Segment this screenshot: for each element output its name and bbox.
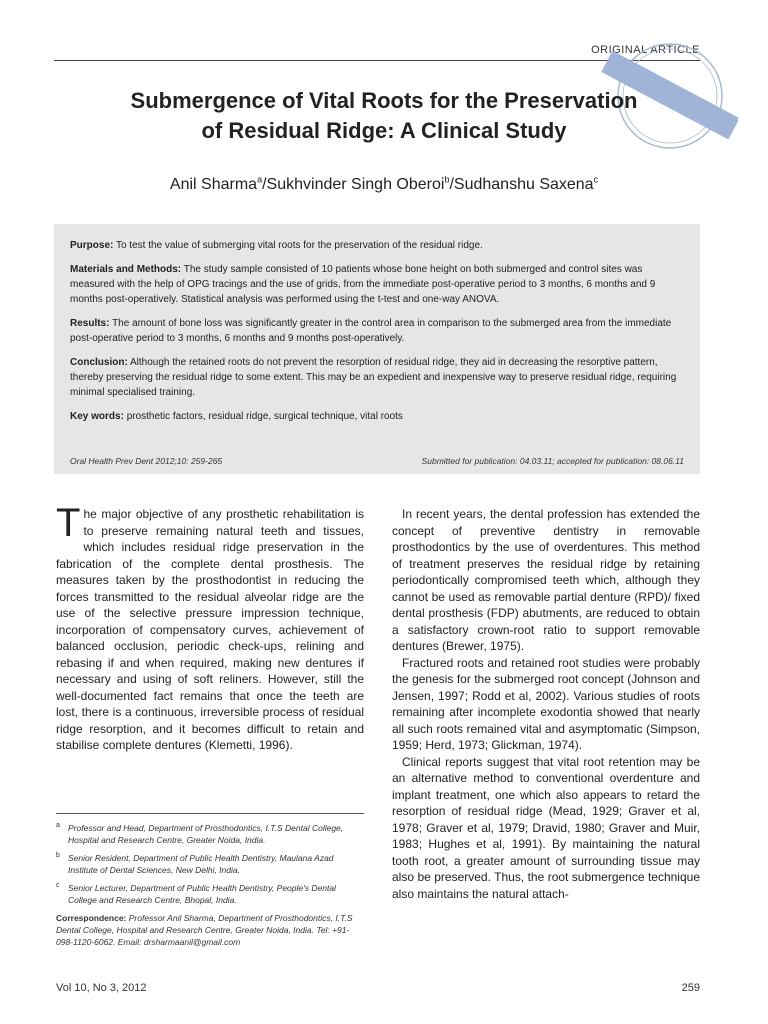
abstract-box: [54, 224, 700, 474]
abstract-label: Conclusion:: [70, 357, 128, 368]
author-affiliation-mark: b: [444, 174, 450, 185]
abstract-label: Materials and Methods:: [70, 264, 182, 275]
body-paragraph: [56, 501, 364, 754]
author-affiliation-mark: a: [257, 174, 263, 185]
body-paragraph: Fractured roots and retained root studies were probably the genesis for the submerged root concept (Johnson and Jensen, 1997; Rodd et al, 2002). Various studies of roots remaining after incomplete exodontia showed that nearly all such roots remained vital and asymptomatic (Simpson, 1959; Herd, 1973; Glickman, 1974).: [392, 655, 700, 752]
body-column-left: [56, 501, 364, 754]
abstract-label: Key words:: [70, 411, 124, 422]
abstract-text: To test the value of submerging vital roots for the preservation of the residual ridge.: [115, 240, 483, 251]
footnote-text: Senior Resident, Department of Public Health Dentistry, Maulana Azad Institute of Dental Sciences, New Delhi, India.: [68, 853, 334, 875]
footnote-mark: b: [56, 852, 60, 859]
abstract-conclusion: [70, 355, 684, 400]
footer-volume: Vol 10, No 3, 2012: [56, 982, 147, 994]
drop-cap: T: [56, 501, 81, 545]
footnote: [56, 852, 364, 876]
abstract-label: Purpose:: [70, 240, 114, 251]
correspondence-text: Professor Anil Sharma, Department of Prosthodontics, I.T.S Dental College, Hospital and Research Centre, Greater Noida, India. Tel: +91-098-1120-6062. Email: drsharmaanil@gmail.com: [56, 913, 353, 947]
title-line-1: Submergence of Vital Roots for the Preservation: [130, 88, 638, 113]
author-name: Anil Sharma: [169, 176, 258, 193]
abstract-results: [70, 316, 684, 346]
footnote-text: Senior Lecturer, Department of Public Health Dentistry, People's Dental College and Research Centre, Bhopal, India.: [68, 883, 336, 905]
body-paragraph: In recent years, the dental profession has extended the concept of preventive dentistry in removable prosthodontics by the use of overdentures. This method of treatment preserves the residual ridge by retaining periodontically compromised teeth which, although they cannot be used as removable partial denture (RPD)/ fixed dental prosthesis (FDP) abutments, are reduced to obtain a satisfactory crown-root ratio to support removable dentures (Brewer, 1975).: [392, 507, 700, 653]
footnote-mark: c: [56, 882, 60, 889]
abstract-keywords: [70, 409, 684, 424]
footnote-text: Professor and Head, Department of Prosthodontics, I.T.S Dental College, Hospital and Research Centre, Greater Noida, India.: [68, 823, 344, 845]
footnote: [56, 882, 364, 906]
author-affiliation-mark: c: [593, 174, 599, 185]
abstract-methods: [70, 262, 684, 307]
abstract-text: Although the retained roots do not prevent the resorption of residual ridge, they aid in decreasing the resorptive pattern, thereby preserving the residual ridge to some extent. This may be an expedient and inexpensive way to preserve residual ridge, requiring minimal specialised training.: [70, 357, 677, 398]
author-name: Sukhvinder Singh Oberoi: [266, 176, 445, 193]
journal-citation: Oral Health Prev Dent 2012;10: 259-265: [70, 456, 223, 466]
body-column-right: [392, 506, 700, 902]
author-separator: /: [262, 176, 267, 193]
author-separator: /: [449, 176, 454, 193]
author-name: Sudhanshu Saxena: [453, 176, 594, 193]
section-label: ORIGINAL ARTICLE: [591, 44, 700, 56]
correspondence: [56, 912, 364, 948]
abstract-text: prosthetic factors, residual ridge, surgical technique, vital roots: [126, 411, 403, 422]
footnote: [56, 822, 364, 846]
abstract-label: Results:: [70, 318, 110, 329]
title-line-2: of Residual Ridge: A Clinical Study: [201, 118, 567, 143]
submission-dates: Submitted for publication: 04.03.11; accepted for publication: 08.06.11: [421, 456, 684, 466]
correspondence-label: Correspondence:: [56, 913, 127, 923]
body-paragraph: Clinical reports suggest that vital root retention may be an alternative method to conventional overdenture and implant treatment, one which also appears to retard the resorption of residual ridge (Mead, 1929; Graver et al, 1978; Graver et al, 1979; Dravid, 1980; Graver and Muir, 1983; Hughes et al, 1991). By maintaining the natural tooth root, a greater amount of surrounding tissue may also be preserved. Thus, the root submergence technique also maintains the natural attach-: [392, 754, 700, 901]
footnote-rule: [56, 813, 364, 814]
footer-page-number: 259: [681, 982, 700, 994]
abstract-purpose: [70, 238, 684, 253]
footnotes: [56, 822, 364, 948]
abstract-text: The study sample consisted of 10 patients whose bone height on both submerged and control sites was measured with the help of OPG tracings and the use of grids, from the immediate post-operative period to 3 months, 6 months and 9 months post-operatively. Statistical analysis was performed using the t-test and one-way ANOVA.: [70, 264, 656, 305]
footnote-mark: a: [56, 822, 60, 829]
paragraph-text: he major objective of any prosthetic rehabilitation is to preserve remaining natural teeth and tissues, which includes residual ridge preservation in the fabrication of the complete dental prosthesis. The measures taken by the prosthodontist in reducing the forces transmitted to the residual alveolar ridge are the use of the selective pressure impression technique, incorporation of compensatory curves, achievement of balanced occlusion, periodic check-ups, relining and rebasing if and when required, making new dentures if necessary and using of soft reliners. However, still the well-documented fact remains that once the teeth are lost, there is a continuous, irreversible process of residual ridge resorption, and it becomes difficult to retain and stabilise complete dentures (Klemetti, 1996).: [56, 507, 364, 752]
article-title: [54, 86, 714, 146]
author-list: [54, 176, 714, 194]
abstract-meta: [70, 454, 684, 469]
abstract-text: The amount of bone loss was significantly greater in the control area in comparison to the submerged area from the immediate post-operative period to 3 months, 6 months and 9 months post-operatively.: [70, 318, 672, 344]
